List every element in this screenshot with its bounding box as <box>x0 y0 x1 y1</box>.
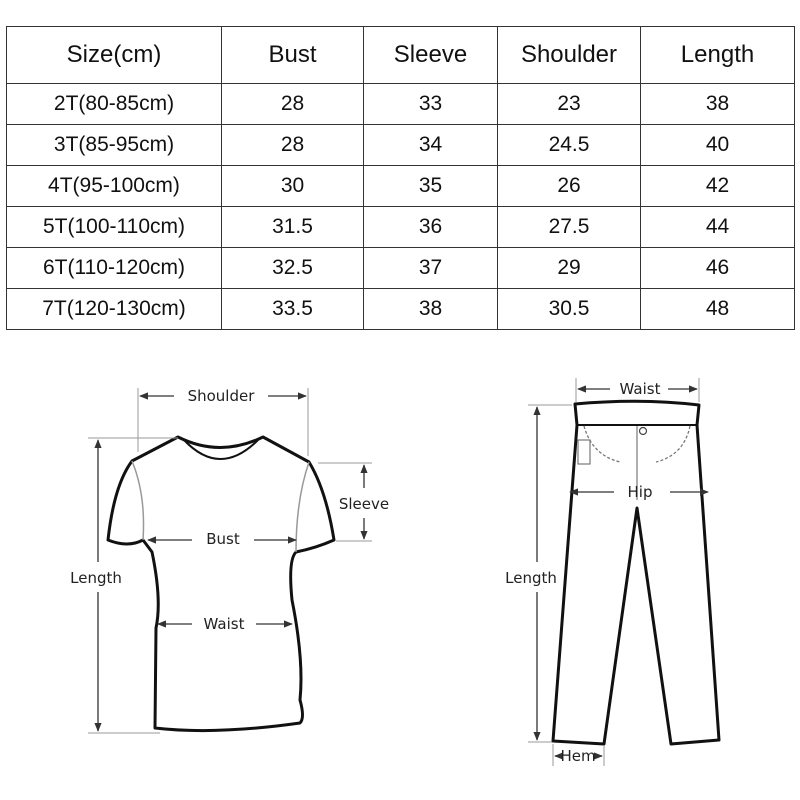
cell-length: 42 <box>641 166 795 207</box>
header-length: Length <box>641 27 795 84</box>
shirt-waist-label: Waist <box>203 615 245 633</box>
cell-shoulder: 30.5 <box>498 289 641 330</box>
pants-coin-pocket <box>578 440 590 464</box>
cell-length: 48 <box>641 289 795 330</box>
cell-sleeve: 36 <box>364 207 498 248</box>
pants-length-label: Length <box>505 569 557 587</box>
tshirt-sleeve-seam-right <box>296 462 309 552</box>
hip-label: Hip <box>627 483 653 501</box>
hem-label: Hem <box>560 747 596 765</box>
cell-shoulder: 24.5 <box>498 125 641 166</box>
cell-length: 46 <box>641 248 795 289</box>
cell-length: 40 <box>641 125 795 166</box>
cell-bust: 32.5 <box>222 248 364 289</box>
sleeve-label: Sleeve <box>338 495 390 513</box>
cell-size: 5T(100-110cm) <box>7 207 222 248</box>
cell-size: 6T(110-120cm) <box>7 248 222 289</box>
pants-diagram <box>505 378 719 766</box>
shoulder-label: Shoulder <box>187 387 255 405</box>
header-sleeve: Sleeve <box>364 27 498 84</box>
header-size: Size(cm) <box>7 27 222 84</box>
pants-pocket-right <box>656 426 690 462</box>
tshirt-outline <box>108 437 334 731</box>
tshirt-sleeve-seam-left <box>132 461 144 540</box>
cell-size: 4T(95-100cm) <box>7 166 222 207</box>
cell-sleeve: 37 <box>364 248 498 289</box>
pants-waist-label: Waist <box>619 380 661 398</box>
cell-sleeve: 35 <box>364 166 498 207</box>
cell-size: 3T(85-95cm) <box>7 125 222 166</box>
cell-length: 38 <box>641 84 795 125</box>
cell-size: 2T(80-85cm) <box>7 84 222 125</box>
cell-bust: 33.5 <box>222 289 364 330</box>
cell-sleeve: 38 <box>364 289 498 330</box>
cell-size: 7T(120-130cm) <box>7 289 222 330</box>
cell-shoulder: 26 <box>498 166 641 207</box>
cell-shoulder: 27.5 <box>498 207 641 248</box>
cell-bust: 30 <box>222 166 364 207</box>
header-bust: Bust <box>222 27 364 84</box>
header-shoulder: Shoulder <box>498 27 641 84</box>
cell-length: 44 <box>641 207 795 248</box>
cell-bust: 31.5 <box>222 207 364 248</box>
cell-sleeve: 34 <box>364 125 498 166</box>
cell-shoulder: 29 <box>498 248 641 289</box>
cell-bust: 28 <box>222 84 364 125</box>
cell-bust: 28 <box>222 125 364 166</box>
tshirt-diagram <box>70 387 389 733</box>
cell-shoulder: 23 <box>498 84 641 125</box>
bust-label: Bust <box>206 530 240 548</box>
shirt-length-label: Length <box>70 569 122 587</box>
cell-sleeve: 33 <box>364 84 498 125</box>
pants-button-icon <box>640 428 647 435</box>
